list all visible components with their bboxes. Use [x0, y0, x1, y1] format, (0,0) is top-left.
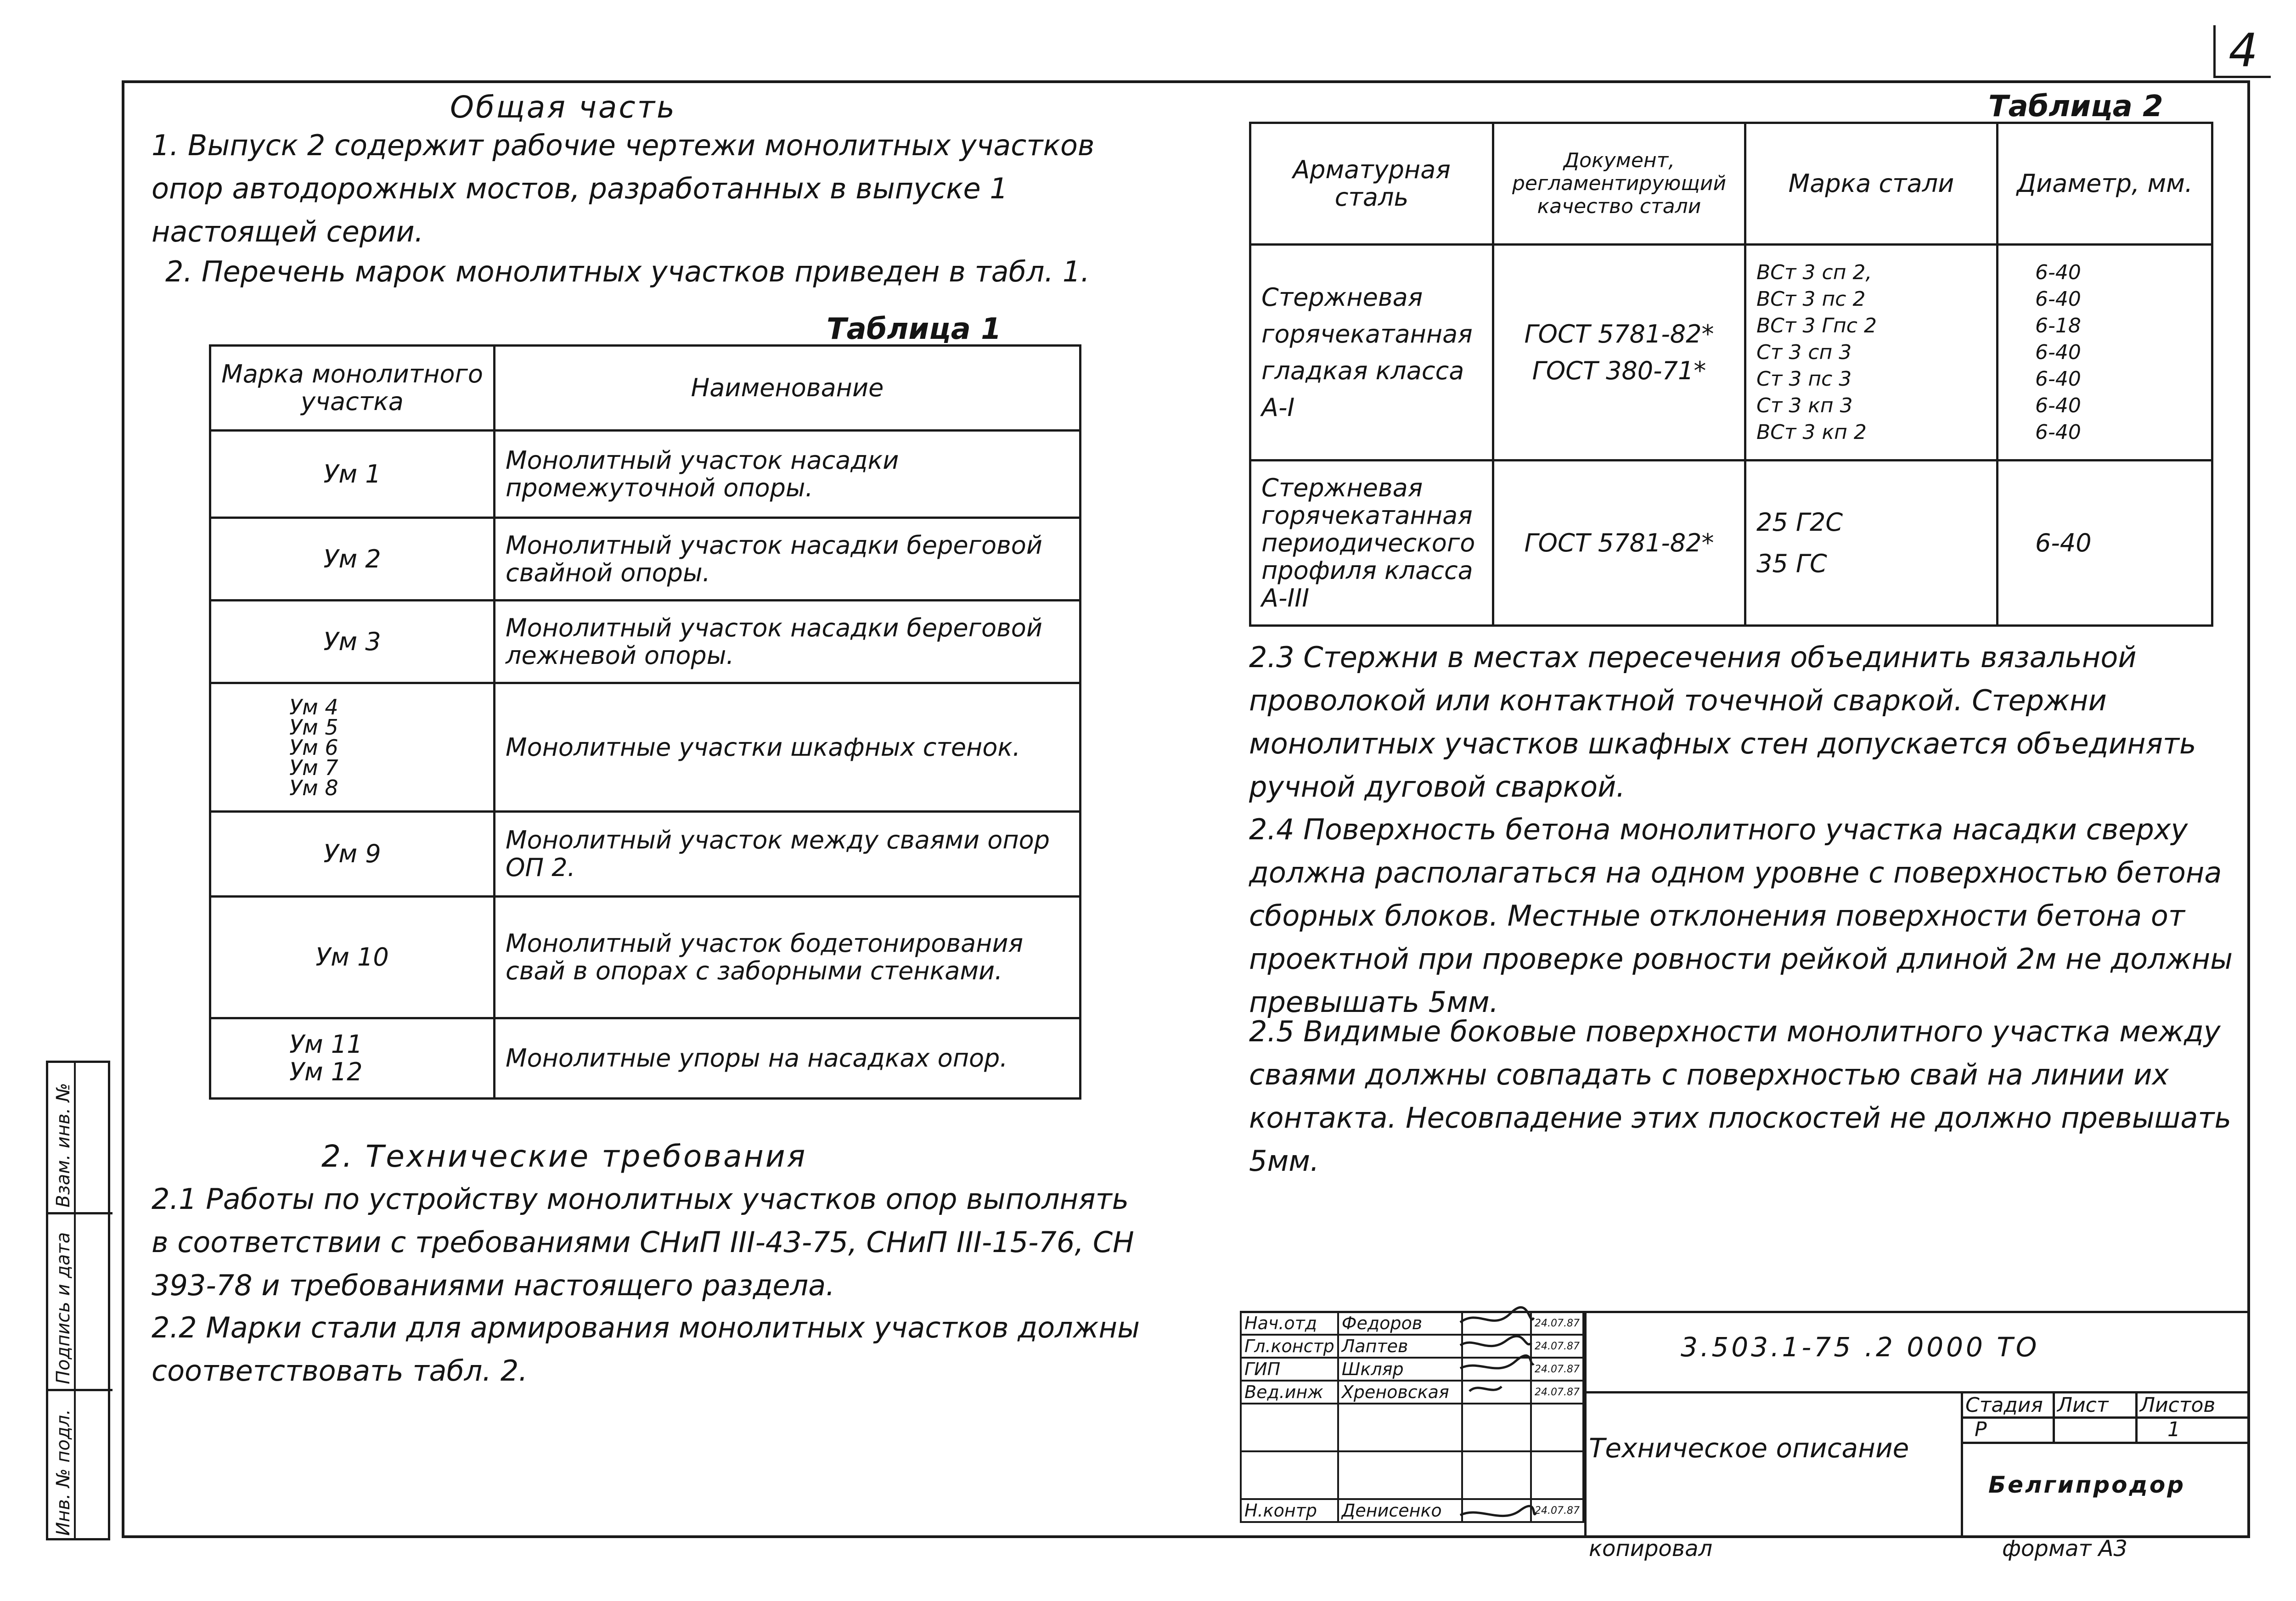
tb-date: 24.07.87 [1531, 1358, 1583, 1381]
table1-mark: Ум 3 [210, 601, 495, 683]
document-title: Техническое описание [1589, 1432, 1909, 1464]
stage-value: Р [1975, 1418, 1987, 1441]
technical-paragraph-2-1: 2.1 Работы по устройству монолитных участков опор выполнять в соответствии с требованиями СНиП III-43-75, СНиП III-15-76, СН 393-78 и требованиями настоящего раздела. [152, 1182, 1134, 1302]
tb-role: Нач.отд [1241, 1312, 1338, 1335]
table1-name: Монолитный участок насадки береговой лежневой опоры. [495, 601, 1080, 683]
tb-name: Шкляр [1338, 1358, 1462, 1381]
table-row [1250, 245, 2212, 461]
table2-grade: 25 Г2С 35 ГС [1745, 461, 1998, 626]
table1-name: Монолитный участок насадки промежуточной опоры. [495, 431, 1080, 518]
stage-line-2 [1961, 1442, 2250, 1444]
technical-paragraph-2-2: 2.2 Марки стали для армирования монолитных участков должны соответствовать табл. 2. [152, 1311, 1140, 1388]
table1-name: Монолитные упоры на насадках опор. [495, 1018, 1080, 1099]
tb-role: Вед.инж [1241, 1381, 1338, 1404]
stage-col-1 [2053, 1391, 2055, 1442]
table-row [1250, 461, 2212, 626]
table2-doc: ГОСТ 5781-82* [1493, 461, 1745, 626]
sheets-header: Листов [2140, 1393, 2216, 1417]
general-paragraph-1: 1. Выпуск 2 содержит рабочие чертежи монолитных участков опор автодорожных мостов, разработанных в выпуске 1 настоящей серии. [152, 129, 1095, 248]
table1-name: Монолитные участки шкафных стенок. [495, 683, 1080, 812]
tb-date: 24.07.87 [1531, 1381, 1583, 1404]
table1-mark: Ум 11 Ум 12 [210, 1018, 495, 1099]
tb-role: Гл.констр [1241, 1335, 1338, 1358]
general-paragraph-2: 2. Перечень марок монолитных участков приведен в табл. 1. [165, 255, 1090, 288]
table-row [210, 431, 1080, 518]
tb-role: Н.контр [1241, 1499, 1338, 1522]
signature-marks [1451, 1304, 1543, 1543]
side-label-replace: Взам. инв. № [53, 1083, 74, 1208]
side-strip [46, 1061, 110, 1540]
stage-header: Стадия [1965, 1393, 2043, 1417]
stage-col-2 [2135, 1391, 2138, 1442]
table2-header-steel: Арматурная сталь [1250, 123, 1493, 245]
page-number: 4 [2213, 25, 2271, 78]
table-row [210, 518, 1080, 601]
tb-name: Лаптев [1338, 1335, 1462, 1358]
side-label-inv: Инв. № подл. [53, 1409, 74, 1536]
table1-mark: Ум 4 Ум 5 Ум 6 Ум 7 Ум 8 [210, 683, 495, 812]
table2-header-grade: Марка стали [1745, 123, 1998, 245]
table1-mark: Ум 2 [210, 518, 495, 601]
table2-grade: ВСт 3 сп 2, ВСт 3 пс 2 ВСт 3 Гпс 2 Ст 3 сп 3 Ст 3 пс 3 Ст 3 кп 3 ВСт 3 кп 2 [1745, 245, 1998, 461]
table-row [210, 601, 1080, 683]
table-row [210, 1018, 1080, 1099]
side-label-signature: Подпись и дата [53, 1232, 74, 1384]
tb-name: Хреновская [1338, 1381, 1462, 1404]
table1-header-name: Наименование [495, 346, 1080, 431]
format-label: формат А3 [2002, 1536, 2128, 1562]
table1-mark: Ум 1 [210, 431, 495, 518]
title-block-top-line [1240, 1311, 2250, 1313]
organization-name: Белгипродор [1988, 1472, 2186, 1498]
sheets-value: 1 [2167, 1418, 2180, 1441]
table1-name: Монолитный участок между сваями опор ОП 2. [495, 812, 1080, 897]
table1-name: Монолитный участок бодетонирования свай в опорах с заборными стенками. [495, 897, 1080, 1018]
table2-diam: 6-40 6-40 6-18 6-40 6-40 6-40 6-40 [1998, 245, 2212, 461]
table1-header-mark: Марка монолитного участка [210, 346, 495, 431]
tb-date: 24.07.87 [1531, 1312, 1583, 1335]
table1-mark: Ум 10 [210, 897, 495, 1018]
tb-name [1338, 1404, 1462, 1451]
right-paragraph-2-4: 2.4 Поверхность бетона монолитного участка насадки сверху должна располагаться на одном уровне с поверхностью бетона сборных блоков. Местные отклонения поверхности бетона от проектной при проверке ровности рейкой длиной 2м не должны превышать 5мм. [1249, 813, 2233, 1019]
document-code: 3.503.1-75 .2 0000 ТО [1681, 1331, 2040, 1363]
technical-heading: 2. Технические требования [321, 1139, 807, 1174]
tb-name: Федоров [1338, 1312, 1462, 1335]
table-row [210, 812, 1080, 897]
tb-date: 24.07.87 [1531, 1335, 1583, 1358]
copied-label: копировал [1589, 1536, 1713, 1562]
table2-header-doc: Документ, регламентирующий качество стали [1493, 123, 1745, 245]
right-paragraph-2-3: 2.3 Стержни в местах пересечения объединить вязальной проволокой или контактной точечной сваркой. Стержни монолитных участков шкафных стен допускается объединять ручной дуговой сваркой. [1249, 640, 2196, 803]
table2-caption: Таблица 2 [1988, 90, 2163, 124]
tb-date: 24.07.87 [1531, 1499, 1583, 1522]
table-row [210, 897, 1080, 1018]
table1 [209, 344, 1081, 1100]
table2-steel: Стержневая горячекатанная периодического профиля класса А-III [1250, 461, 1493, 626]
tb-role [1241, 1404, 1338, 1451]
tb-role: ГИП [1241, 1358, 1338, 1381]
table2 [1249, 122, 2213, 627]
sheet-header: Лист [2057, 1393, 2109, 1417]
table2-diam: 6-40 [1998, 461, 2212, 626]
tb-role [1241, 1451, 1338, 1499]
right-paragraph-2-5: 2.5 Видимые боковые поверхности монолитного участка между сваями должны совпадать с поверхностью свай на линии их контакта. Несовпадение этих плоскостей не должно превышать 5мм. [1249, 1015, 2232, 1178]
table1-caption: Таблица 1 [827, 312, 1002, 346]
table1-mark: Ум 9 [210, 812, 495, 897]
table1-name: Монолитный участок насадки береговой свайной опоры. [495, 518, 1080, 601]
table2-doc: ГОСТ 5781-82* ГОСТ 380-71* [1493, 245, 1745, 461]
table2-header-diam: Диаметр, мм. [1998, 123, 2212, 245]
table2-steel: Стержневая горячекатанная гладкая класса А-I [1250, 245, 1493, 461]
title-block-divider [1584, 1311, 1587, 1538]
table-row [210, 683, 1080, 812]
tb-name: Денисенко [1338, 1499, 1462, 1522]
tb-name [1338, 1451, 1462, 1499]
general-heading: Общая часть [450, 90, 677, 125]
stage-divider [1961, 1391, 1963, 1538]
